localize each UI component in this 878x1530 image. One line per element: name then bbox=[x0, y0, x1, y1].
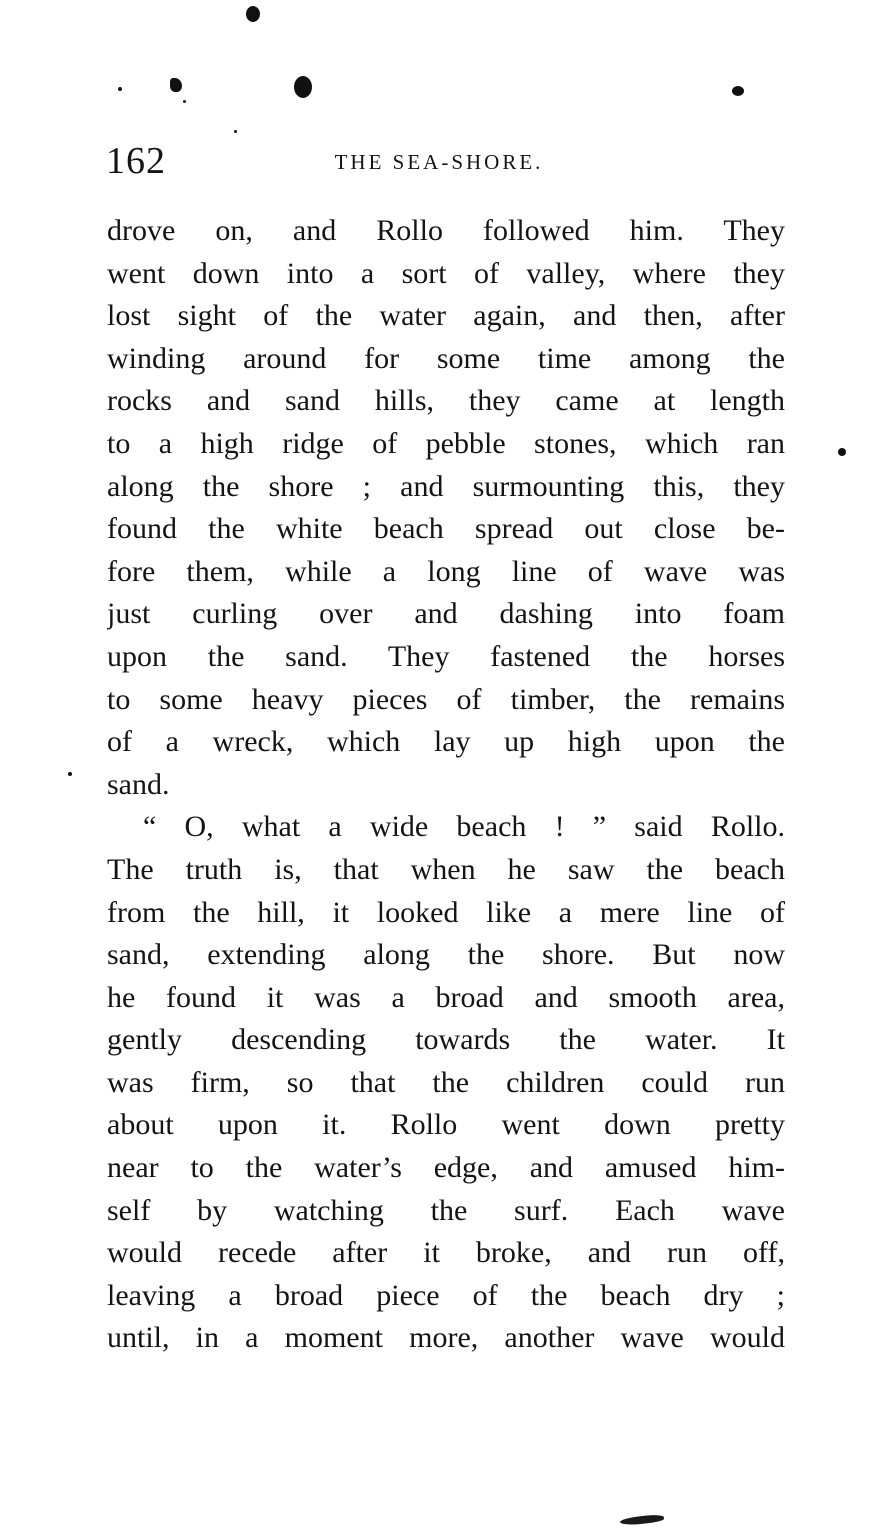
text-line: fore them, while a long line of wave was bbox=[107, 554, 785, 588]
text-line: upon the sand. They fastened the horses bbox=[107, 639, 785, 673]
text-line: to some heavy pieces of timber, the remains bbox=[107, 682, 785, 716]
ink-speck bbox=[246, 6, 260, 22]
text-line: about upon it. Rollo went down pretty bbox=[107, 1108, 785, 1142]
ink-speck bbox=[732, 86, 744, 96]
text-line: drove on, and Rollo followed him. They bbox=[107, 214, 785, 247]
text-line: until, in a moment more, another wave would bbox=[107, 1321, 785, 1355]
text-line: sand. bbox=[107, 767, 170, 801]
text-line: was firm, so that the children could run bbox=[107, 1065, 785, 1099]
ink-speck bbox=[838, 448, 846, 456]
text-line: found the white beach spread out close be- bbox=[107, 512, 785, 546]
ink-speck bbox=[118, 87, 122, 91]
text-line: sand, extending along the shore. But now bbox=[107, 938, 785, 972]
text-line: went down into a sort of valley, where they bbox=[107, 256, 785, 290]
ink-speck bbox=[68, 772, 72, 776]
ink-speck bbox=[294, 76, 312, 98]
text-line: The truth is, that when he saw the beach bbox=[107, 852, 785, 886]
text-line: winding around for some time among the bbox=[107, 341, 785, 375]
text-line: along the shore ; and surmounting this, they bbox=[107, 469, 785, 503]
running-head: THE SEA-SHORE. bbox=[334, 150, 544, 174]
text-line: leaving a broad piece of the beach dry ; bbox=[107, 1278, 785, 1312]
ink-smudge bbox=[620, 1513, 665, 1527]
ink-speck bbox=[234, 130, 237, 133]
text-line: would recede after it broke, and run off, bbox=[107, 1236, 785, 1270]
text-line: “ O, what a wide beach ! ” said Rollo. bbox=[143, 810, 785, 844]
text-line: to a high ridge of pebble stones, which ran bbox=[107, 426, 785, 460]
text-line: lost sight of the water again, and then, after bbox=[107, 299, 785, 333]
text-line: rocks and sand hills, they came at length bbox=[107, 384, 785, 418]
text-line: of a wreck, which lay up high upon the bbox=[107, 725, 785, 759]
text-line: gently descending towards the water. It bbox=[107, 1023, 785, 1057]
ink-speck bbox=[170, 78, 182, 92]
body-text bbox=[107, 210, 785, 1360]
ink-speck bbox=[183, 100, 186, 103]
text-line: just curling over and dashing into foam bbox=[107, 597, 785, 631]
text-line: near to the water’s edge, and amused him- bbox=[107, 1151, 785, 1185]
text-line: from the hill, it looked like a mere line of bbox=[107, 895, 785, 929]
text-line: he found it was a broad and smooth area, bbox=[107, 980, 785, 1014]
page-number: 162 bbox=[106, 140, 166, 182]
text-line: self by watching the surf. Each wave bbox=[107, 1193, 785, 1227]
